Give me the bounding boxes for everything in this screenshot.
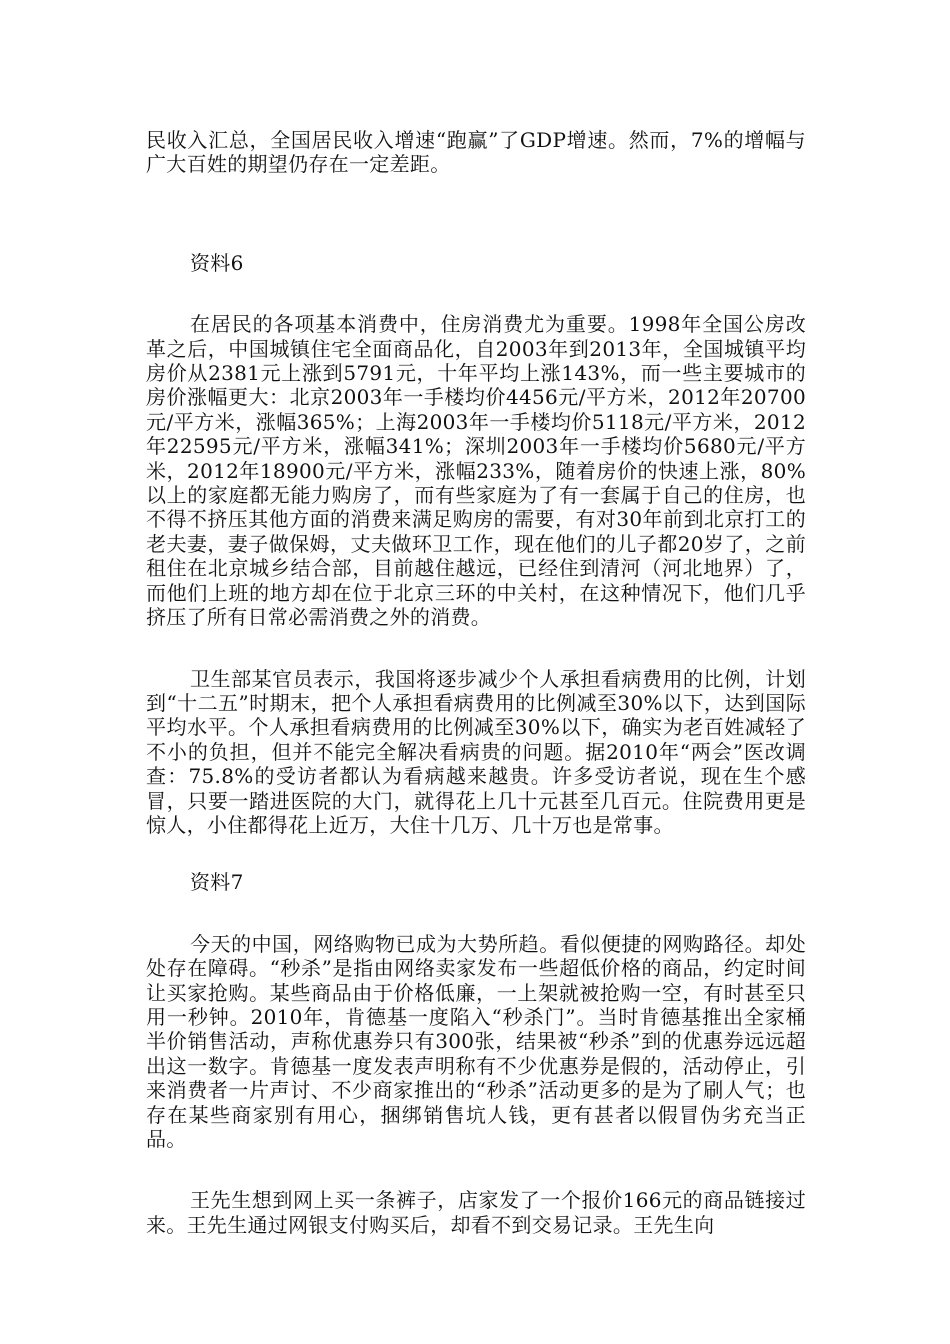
section-heading-material-7: 资料7 [190, 870, 244, 895]
section-heading-material-6: 资料6 [190, 250, 244, 275]
paragraph-housing-consumption: 在居民的各项基本消费中，住房消费尤为重要。1998年全国公房改革之后，中国城镇住宅全面商品化，自2003年到2013年，全国城镇平均房价从2381元上涨到5791元，十年平均上涨143%，而一些主要城市的房价涨幅更大：北京2003年一手楼均价4456元/平方米，2012年20700元/平方米，涨幅365%；上海2003年一手楼均价5118元/平方米，2012年22595元/平方米，涨幅341%；深圳2003年一手楼均价5680元/平方米，2012年18900元/平方米，涨幅233%，随着房价的快速上涨，80%以上的家庭都无能力购房了，而有些家庭为了有一套属于自己的住房，也不得不挤压其他方面的消费来满足购房的需要，有对30年前到北京打工的老夫妻，妻子做保姆，丈夫做环卫工作，现在他们的儿子都20岁了，之前租住在北京城乡结合部，目前越住越远，已经住到清河（河北地界）了，而他们上班的地方却在位于北京三环的中关村，在这种情况下，他们几乎挤压了所有日常必需消费之外的消费。 [146, 312, 806, 630]
paragraph-online-shopping: 今天的中国，网络购物已成为大势所趋。看似便捷的网购路径。却处处存在障碍。“秒杀”是指由网络卖家发布一些超低价格的商品，约定时间让买家抢购。某些商品由于价格低廉，一上架就被抢购一空，有时甚至只用一秒钟。2010年，肯德基一度陷入“秒杀门”。当时肯德基推出全家桶半价销售活动，声称优惠券只有300张，结果被“秒杀”到的优惠券远远超出这一数字。肯德基一度发表声明称有不少优惠券是假的，活动停止，引来消费者一片声讨、不少商家推出的“秒杀”活动更多的是为了刷人气；也存在某些商家别有用心，捆绑销售坑人钱，更有甚者以假冒伪劣充当正品。 [146, 931, 806, 1151]
paragraph-continuation: 民收入汇总，全国居民收入增速“跑赢”了GDP增速。然而，7%的增幅与广大百姓的期望仍存在一定差距。 [146, 128, 806, 177]
document-body [146, 128, 806, 1237]
paragraph-medical-costs: 卫生部某官员表示，我国将逐步减少个人承担看病费用的比例，计划到“十二五”时期末，把个人承担看病费用的比例减至30%以下，达到国际平均水平。个人承担看病费用的比例减至30%以下，确实为老百姓减轻了不小的负担，但并不能完全解决看病贵的问题。据2010年“两会”医改调查：75.8%的受访者都认为看病越来越贵。许多受访者说，现在生个感冒，只要一踏进医院的大门，就得花上几十元甚至几百元。住院费用更是惊人，小住都得花上近万，大住十几万、几十万也是常事。 [146, 666, 806, 837]
paragraph-mr-wang-case: 王先生想到网上买一条裤子，店家发了一个报价166元的商品链接过来。王先生通过网银支付购买后，却看不到交易记录。王先生向 [146, 1188, 806, 1237]
